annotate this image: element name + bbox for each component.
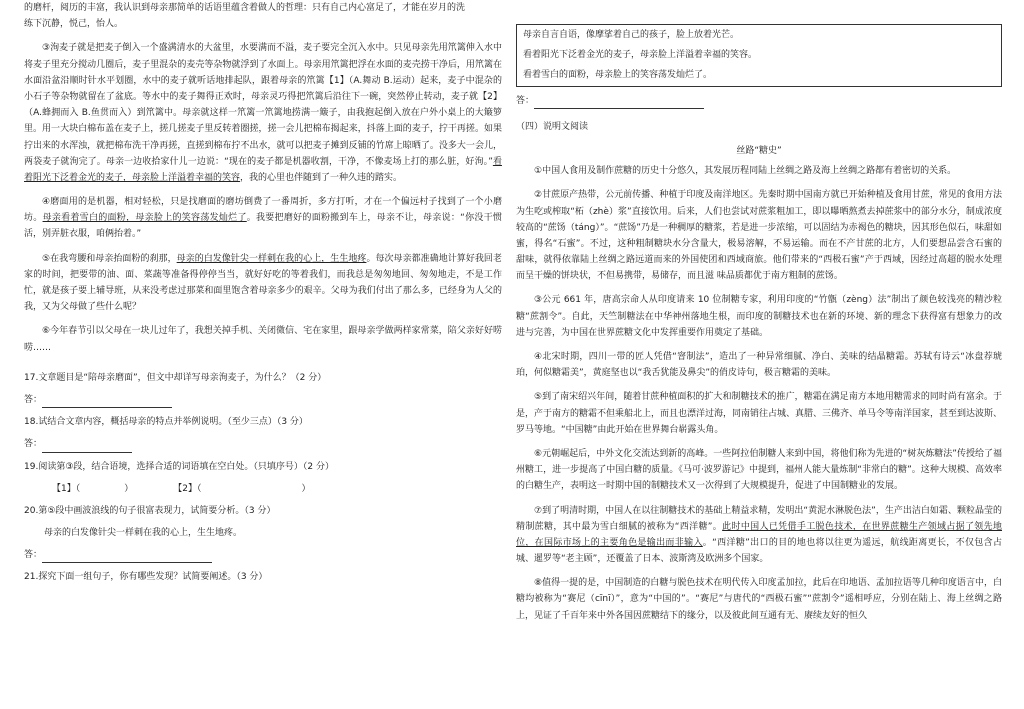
box-line: 看着雪白的面粉，母亲脸上的笑容荡发灿烂了。 xyxy=(523,70,713,81)
underlined-sentence: 此时中国人已凭借手工脱色技术，在世界蔗糖生产领域占据了领先地位，在国际市场上的主要角色是输出而非输入 xyxy=(516,521,1002,548)
text-line: 的磨杆，阅历的丰富，我认识到母亲那简单的话语里蕴含着做人的哲理：只有自己内心富足了，才能在岁月的洗 xyxy=(24,3,466,13)
section-heading: （四）说明文阅读 xyxy=(516,121,589,132)
paragraph-4: ④北宋时期，四川一带的匠人凭借“窨制法”，造出了一种异常细腻、净白、美味的结晶糖霜。苏轼有诗云“冰盘荐琥珀，何似糖霜美”，黄庭坚也以“我舌犹能及鼻尖”的俏皮诗句，极言糖霜的美味。 xyxy=(516,352,1002,379)
paragraph-5: ⑤在我弯腰和母亲抬面粉的刹那，母亲的白发像针尖一样刺在我的心上，生生地疼。每次母亲都准确地计算好我回老家的时间，把要带的油、面、菜蔬等准备得停停当当，就好好吃的等着我们，而我总是匆匆地回、匆匆地走，不是工作忙，就是孩子要上辅导班，从来没考虑过那菜和面里饱含着母亲多少的艰辛。父母为我们付出了那么多，已经身为人父的我，又为父母做了些什么呢？ xyxy=(24,253,502,313)
paragraph-6: ⑥今年春节引以父母在一块儿过年了，我想关掉手机、关闭微信、宅在家里，跟母亲学做两样家常菜，陪父亲好好唠唠…… xyxy=(24,326,502,353)
paragraph-5: ⑤到了南宋绍兴年间，随着甘蔗种植面积的扩大和制糖技术的推广，糖霜在满足南方本地用糖需求的同时尚有富余。于是，产于南方的糖霜不但乘船北上，而且也漂洋过海，同南销往占城、真腊、三佛齐、单马令等南洋国家，甚至到达波斯、罗马等地。“中国糖”由此开始在世界舞台崭露头角。 xyxy=(516,392,1002,435)
quoted-sentence: 母亲的白发像针尖一样刺在我的心上，生生地疼。 xyxy=(44,528,243,539)
answer-field[interactable] xyxy=(42,396,172,408)
text-line: 练下沉静，悦己，怡人。 xyxy=(24,19,124,30)
box-line: 看着阳光下泛着金光的麦子，母亲脸上洋溢着幸福的笑容。 xyxy=(523,50,758,61)
answer-line: 答： xyxy=(24,392,502,408)
paragraph-4: ④磨面用的是机器，相对轻松，只是找磨面的磨坊倒费了一番周折，多方打听，才在一个偏远村子找到了一个小磨坊。母亲看着雪白的面粉，母亲脸上的笑容荡发灿烂了。我要把磨好的面粉搬到车上，母亲不让，母亲说：“你没干惯活，别弄脏衣服，咱俩抬着。” xyxy=(24,197,502,240)
answer-field[interactable] xyxy=(42,441,132,453)
box-line: 母亲自言自语，像摩挲着自己的孩子，脸上放着光芒。 xyxy=(523,30,740,40)
paragraph-3: ③洵麦子就是把麦子倒入一个盛满清水的大盆里，水要满而不溢，麦子要完全沉入水中。只见母亲先用笊篱伸入水中将麦子里充分搅动几圈后，麦子里混杂的麦壳等杂物就浮到了水面上。母亲用笊篱把浮在水面的麦壳捞干净后，用笊篱在水面沿盆沿顺时针水平划圈，水中的麦子就听话地排起队，跟着母亲的笊篱【1】（A.舞动 B.运动）起来，麦子中混杂的小石子等杂物就留在了盆底。等水中的麦子舞得正欢时，母亲灵巧得把笊篱后沿往下一碗，突然停止转动，麦子就【2】（A.蜂拥而入 B.鱼贯而入）到笊篱中。母亲就这样一笊篱一笊篱地捞满一簸子，由我抱起倒入放在户外小桌上的大簸箩里。用一大块白棉布盖在麦子上，搓几搓麦子里反转着圈搓，搓一会儿把棉布揭起来，抖落上面的麦子，拧干再搓。如果拧出来的水浑浊，就把棉布洗干净再搓，直搓到棉布拧不出水，就可以把麦子摊到反铺的竹席上晾晒了。没多大一会儿，两袋麦子就洵完了。母亲一边收拾家什儿一边说：“现在的麦子都是机器收割，干净，不像麦场上打的那么脏，好洵。”看着阳光下泛着金光的麦子，母亲脸上洋溢着幸福的笑容，我的心里也伴随到了一种久违的踏实。 xyxy=(24,43,502,183)
underlined-sentence: 看着阳光下泛着金光的麦子，母亲脸上洋溢着幸福的笑容 xyxy=(24,156,502,183)
answer-line: 答： xyxy=(516,93,1002,109)
paragraph-8: ⑧值得一提的是，中国制造的白糖与脱色技术在明代传入印度孟加拉，此后在印地语、孟加拉语等几种印度语言中，白糖均被称为“赛尼（cīnī）”，意为“中国的”。“赛尼”与唐代的“西极石蜜”“蔗割令”遥相呼应，分别在陆上、海上丝绸之路上，见证了千百年来中外各国因蔗糖结下的缘分，以及彼此间互通有无、赓续友好的恒久 xyxy=(516,578,1002,621)
question-20: 20.第⑤段中画波浪线的句子很富表现力，试简要分析。（3 分） xyxy=(24,505,276,516)
question-18: 18.试结合文章内容，概括母亲的特点并举例说明。（至少三点）（3 分） xyxy=(24,417,308,428)
underlined-sentence: 母亲看着雪白的面粉，母亲脸上的笑容荡发灿烂了 xyxy=(42,213,247,224)
paragraph-6: ⑥元朝崛起后，中外文化交流达到新的高峰。一些阿拉伯制糖人来到中国，将他们称为先进的“树灰炼糖法”传授给了福州糖工，进一步提高了中国白糖的质量。《马可·波罗游记》中提到，福州人能大量炼制“非常白的糖”。这种大规模、高效率的白糖生产，表明这一时期中国的制糖技术又一次得到了大规模提升，促进了中国制糖业的发展。 xyxy=(516,448,1002,492)
paragraph-3: ③公元 661 年，唐高宗命人从印度请来 10 位制糖专家，利用印度的“竹甑（zèng）法”制出了颜色较浅亮的精沙粒糖“蔗割令”。自此，天竺制糖法在中华神州落地生根，而印度的制糖技术也在新的环境、新的理念下获得富有想象力的改进与完善，为中国在世界蔗糖文化中发挥重要作用奠定了基础。 xyxy=(516,295,1002,338)
paragraph-1: ①中国人食用及制作蔗糖的历史十分悠久，其发展历程同陆上丝绸之路及海上丝绸之路都有着密切的关系。 xyxy=(534,166,957,177)
paragraph-2: ②甘蔗原产热带，公元前传播、种植于印度及南洋地区。先秦时期中国南方就已开始种植及食用甘蔗，常见的食用方法为生吃或榨取“柘（zhè）浆”直接饮用。后来，人们也尝试对蔗浆粗加工，即以曝晒熬煮去掉蔗浆中的部分水分，制成浓度较高的“蔗饧（táng）”。“蔗饧”乃是一种稠厚的糖浆，若是进一步浓缩，可以固结为赤褐色的糖块，因其形色似石，味甜如蜜，得名“石蜜”。不过，这种粗制糖块水分含量大，极易溶解，不易运输。而在不产甘蔗的北方，人们要想品尝含石蜜的甜味，就得依靠陆上丝绸之路远道而来的外国使团和西域商旅。他们带来的“西极石蜜”产于西域，因经过高超的脱水处理而呈干燥的饼块状，不但易携带，易储存，而且滋 味品质都优于南方粗制的蔗饧。 xyxy=(516,190,1002,282)
question-17: 17.文章题目是“陪母亲磨面”，但文中却详写母亲洵麦子，为什么？（2 分） xyxy=(24,372,327,383)
article-title: 丝路“糖史” xyxy=(736,145,782,156)
sentence-box xyxy=(516,24,1002,87)
answer-field[interactable] xyxy=(534,97,704,109)
wavy-sentence: 母亲的白发像针尖一样刺在我的心上，生生地疼 xyxy=(176,253,367,264)
question-19: 19.阅读第③段，结合语境，选择合适的词语填在空白处。（只填序号）（2 分） xyxy=(24,461,334,472)
answer-line: 答： xyxy=(24,547,502,563)
answer-field[interactable] xyxy=(42,552,212,564)
left-column xyxy=(24,0,502,709)
paragraph-7: ⑦到了明清时期，中国人在以往制糖技术的基础上精益求精，发明出“黄泥水淋脱色法”，生产出洁白如霜、颗粒晶莹的精制蔗糖，其中最为雪白细腻的被称为“西洋糖”。此时中国人已凭借手工脱色技术，在世界蔗糖生产领域占据了领先地位，在国际市场上的主要角色是输出而非输入。“西洋糖”出口的目的地也将以往更为遥远，航线距离更长，不仅包含占城、暹罗等“老主顾”，还覆盖了日本、波斯湾及欧洲多个国家。 xyxy=(516,505,1002,565)
right-column xyxy=(516,0,1002,709)
question-19-blanks: 【1】（ ） 【2】（ ） xyxy=(52,483,311,494)
question-21: 21.探究下面一组句子，你有哪些发现？试简要阐述。（3 分） xyxy=(24,572,268,583)
answer-line: 答： xyxy=(24,436,502,452)
